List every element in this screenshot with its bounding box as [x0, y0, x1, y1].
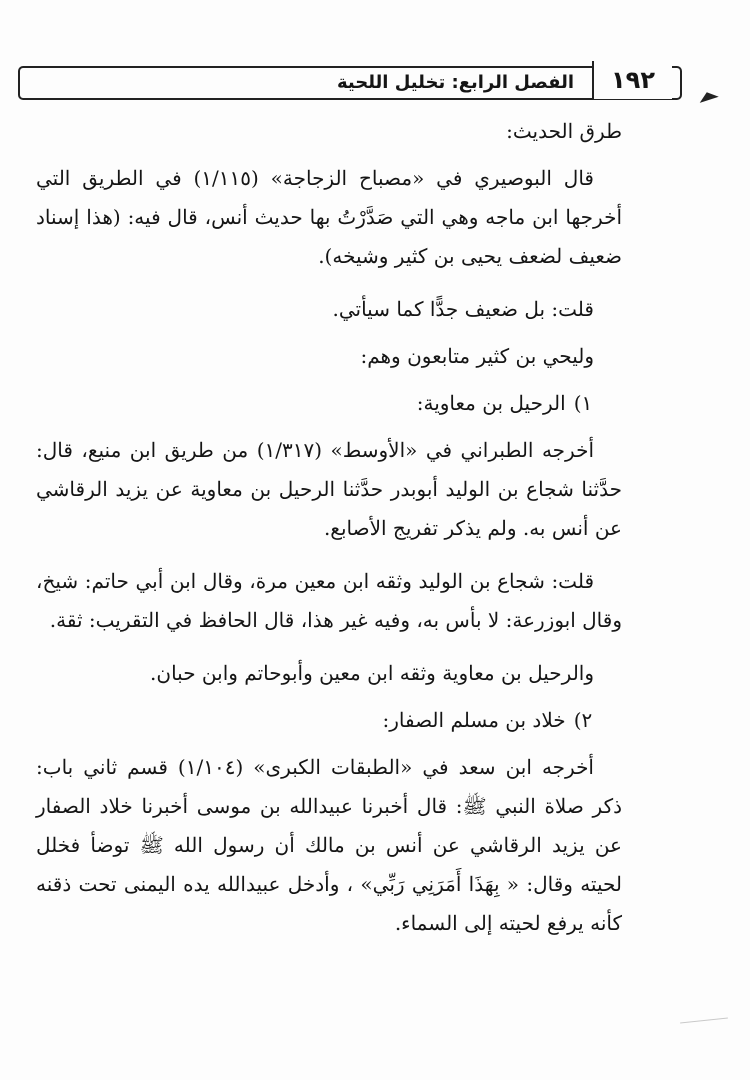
page-body	[36, 112, 622, 957]
paragraph-shuja: قلت: شجاع بن الوليد وثقه ابن معين مرة، وقال ابن أبي حاتم: شيخ، وقال ابوزرعة: لا بأس به، وفيه غير هذا، قال الحافظ في التقريب: ثقة.	[36, 569, 622, 632]
chapter-title: الفصل الرابع: تخليل اللحية	[336, 72, 574, 93]
scan-mark	[680, 1017, 728, 1023]
paragraph-rahil: والرحيل بن معاوية وثقه ابن معين وأبوحاتم وابن حبان.	[150, 661, 594, 685]
paragraph-comment: قلت: بل ضعيف جدًّا كما سيأتي.	[332, 297, 594, 321]
list-item-label: الرحيل بن معاوية:	[416, 391, 566, 415]
list-item-1-heading	[36, 384, 622, 423]
page-header	[18, 66, 682, 100]
list-item-label: خلاد بن مسلم الصفار:	[382, 708, 566, 732]
list-number: ٢)	[573, 708, 593, 732]
list-number: ١)	[573, 391, 593, 415]
corner-ornament	[697, 89, 718, 103]
paragraph-busiri: قال البوصيري في «مصباح الزجاجة» (١/١١٥) في الطريق التي أخرجها ابن ماجه وهي التي صَدَّرْتُ بها حديث أنس، قال فيه: (هذا إسناد ضعيف لضعف يحيى بن كثير وشيخه).	[36, 166, 622, 268]
paragraph-followers-intro: وليحي بن كثير متابعون وهم:	[360, 344, 594, 368]
page-number: ١٩٢	[592, 61, 672, 99]
paragraph-ibn-saad: أخرجه ابن سعد في «الطبقات الكبرى» (١/١٠٤) قسم ثاني باب: ذكر صلاة النبي ﷺ: قال أخبرنا عبيدالله بن موسى أخبرنا خلاد الصفار عن يزيد الرقاشي عن أنس بن مالك أن رسول الله ﷺ توضأ فخلل لحيته وقال: « بِهَذَا أَمَرَنِي رَبِّي» ، وأدخل عبيدالله يده اليمنى تحت ذقنه كأنه يرفع لحيته إلى السماء.	[36, 755, 622, 935]
paragraph-tabarani: أخرجه الطبراني في «الأوسط» (١/٣١٧) من طريق ابن منيع، قال: حدَّثنا شجاع بن الوليد أبوبدر حدَّثنا الرحيل بن معاوية عن يزيد الرقاشي عن أنس به. ولم يذكر تفريج الأصابع.	[36, 438, 622, 540]
list-item-2-heading	[36, 701, 622, 740]
section-heading: طرق الحديث:	[506, 119, 622, 143]
